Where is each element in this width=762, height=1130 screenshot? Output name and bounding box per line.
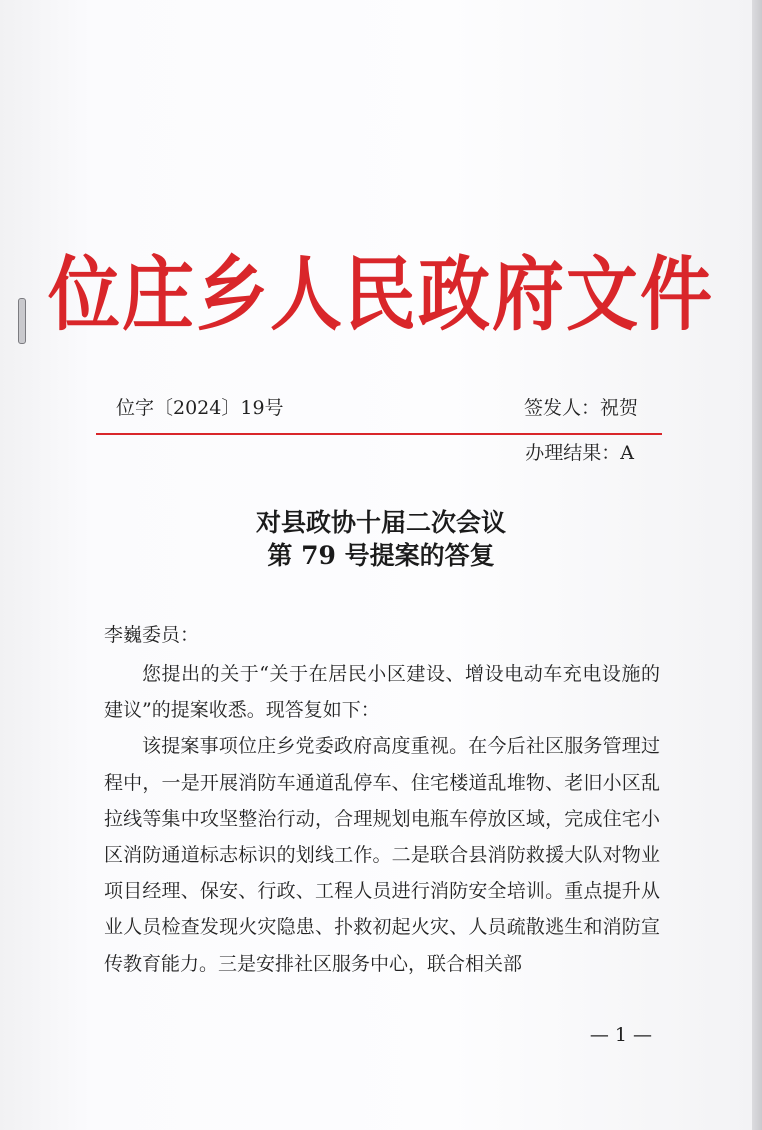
signer-label: 签发人：祝贺 [523,397,638,419]
body-paragraph: 该提案事项位庄乡党委政府高度重视。在今后社区服务管理过程中，一是开展消防车通道乱停车、住宅楼道乱堆物、老旧小区乱拉线等集中攻坚整治行动，合理规划电瓶车停放区域，完成住宅小区消防通道标志标识的划线工作。二是联合县消防救援大队对物业项目经理、保安、行政、工程人员进行消防安全培训。重点提升从业人员检查发现火灾隐患、扑救初起火灾、人员疏散逃生和消防宣传教育能力。三是安排社区服务中心，联合相关部 [104,735,660,975]
document-title-line2: 第 79 号提案的答复 [267,541,495,570]
agency-header-title: 位庄乡人民政府文件 [47,247,714,342]
page-edge-shadow [752,0,762,1130]
body-paragraph: 您提出的关于“关于在居民小区建设、增设电动车充电设施的建议”的提案收悉。现答复如下： [104,663,660,722]
salutation: 李巍委员： [104,624,200,646]
document-title [0,506,762,572]
header-divider [96,433,662,435]
page-number: — 1 — [589,1024,652,1046]
document-title-line1: 对县政协十届二次会议 [255,508,506,537]
body-text [104,656,660,982]
handling-result: 办理结果：A [525,442,634,464]
document-number: 位字〔2024〕19号 [116,397,284,419]
